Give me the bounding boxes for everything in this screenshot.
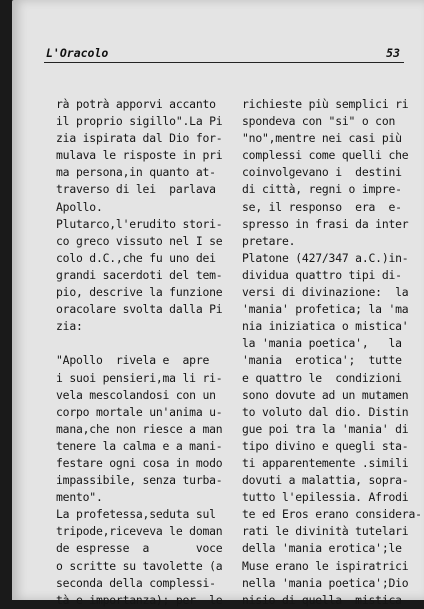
- text-line: gue poi tra la 'mania' di: [242, 421, 409, 436]
- text-line: pretare.: [242, 233, 296, 248]
- text-line: nisio di quella mistica: [242, 592, 402, 607]
- text-line: sono dovute ad un mutamen: [242, 387, 409, 402]
- text-line: i suoi pensieri,ma li ri-: [56, 370, 223, 385]
- text-line: [56, 335, 226, 352]
- text-line: tutto l'epilessia. Afrodi: [242, 490, 409, 505]
- text-line: "no",mentre nei casi più: [242, 131, 402, 146]
- text-line: seconda della complessi-: [56, 575, 216, 590]
- text-line: la 'mania poetica', la: [242, 336, 402, 351]
- text-line: rati le divinità tutelari: [242, 524, 409, 539]
- text-line: 'mania erotica'; tutte: [242, 353, 402, 368]
- text-line: to voluto dal dio. Distin: [242, 404, 409, 419]
- text-line: corpo mortale un'anima u-: [56, 404, 223, 419]
- text-line: e quattro le condizioni: [242, 370, 402, 385]
- text-line: grandi sacerdoti del tem-: [56, 267, 223, 282]
- page-number: 53: [386, 46, 400, 60]
- text-line: dovuti a malattia, sopra-: [242, 473, 409, 488]
- text-line: te ed Eros erano considera-: [242, 507, 422, 522]
- text-line: Muse erano le ispiratrici: [242, 558, 409, 573]
- text-line: traverso di lei parlava: [56, 182, 216, 197]
- text-line: La profetessa,seduta sul: [56, 507, 216, 522]
- left-text-column: [56, 96, 226, 609]
- header-rule: [44, 62, 404, 63]
- text-line: Platone (427/347 a.C.)in-: [242, 250, 409, 265]
- text-line: mulava le risposte in pri: [56, 148, 223, 163]
- text-line: della 'mania erotica';le: [242, 541, 402, 556]
- text-line: ti apparentemente .simili: [242, 455, 409, 470]
- text-line: rà potrà apporvi accanto: [56, 97, 216, 111]
- running-header: [46, 46, 400, 66]
- text-line: richieste più semplici ri: [242, 97, 409, 111]
- text-line: Apollo.: [56, 199, 103, 214]
- text-line: spondeva con "si" o con: [242, 114, 396, 129]
- text-line: "Apollo rivela e apre: [56, 353, 210, 368]
- chapter-title: L'Oracolo: [46, 46, 109, 60]
- text-line: ma persona,in quanto at-: [56, 165, 216, 180]
- text-line: Plutarco,l'erudito stori-: [56, 216, 223, 231]
- text-line: co greco vissuto nel I se: [56, 233, 223, 248]
- text-line: mana,che non riesce a man: [56, 421, 223, 436]
- book-page: [12, 0, 424, 607]
- right-text-column: [242, 96, 422, 609]
- text-line: pio, descrive la funzione: [56, 285, 223, 300]
- text-line: 'mania' profetica; la 'ma: [242, 302, 409, 317]
- text-line: tà e importanza); per le: [56, 592, 223, 607]
- text-line: coinvolgevano i destini: [242, 165, 402, 180]
- text-line: colo d.C.,che fu uno dei: [56, 250, 216, 265]
- text-line: complessi come quelli che: [242, 148, 409, 163]
- text-line: tipo divino e quegli sta-: [242, 438, 409, 453]
- text-line: mento".: [56, 490, 103, 505]
- text-line: festare ogni cosa in modo: [56, 455, 223, 470]
- text-line: nia iniziatica o mistica': [242, 319, 409, 334]
- text-line: di città, regni o impre-: [242, 182, 402, 197]
- text-line: dividua quattro tipi di-: [242, 267, 402, 282]
- text-line: de espresse a voce: [56, 541, 223, 556]
- text-line: vela mescolandosi con un: [56, 387, 216, 402]
- text-line: il proprio sigillo".La Pi: [56, 114, 223, 129]
- text-line: spresso in frasi da inter: [242, 216, 409, 231]
- text-line: o scritte su tavolette (a: [56, 558, 223, 573]
- text-line: zia:: [56, 319, 83, 334]
- text-line: tenere la calma e a mani-: [56, 438, 223, 453]
- text-line: nella 'mania poetica';Dio: [242, 575, 409, 590]
- text-line: versi di divinazione: la: [242, 285, 409, 300]
- text-line: impassibile, senza turba-: [56, 473, 223, 488]
- text-line: se, il responso era e-: [242, 199, 402, 214]
- text-line: oracolare svolta dalla Pi: [56, 302, 223, 317]
- text-line: zia ispirata dal Dio for-: [56, 131, 223, 146]
- text-line: tripode,riceveva le doman: [56, 524, 223, 539]
